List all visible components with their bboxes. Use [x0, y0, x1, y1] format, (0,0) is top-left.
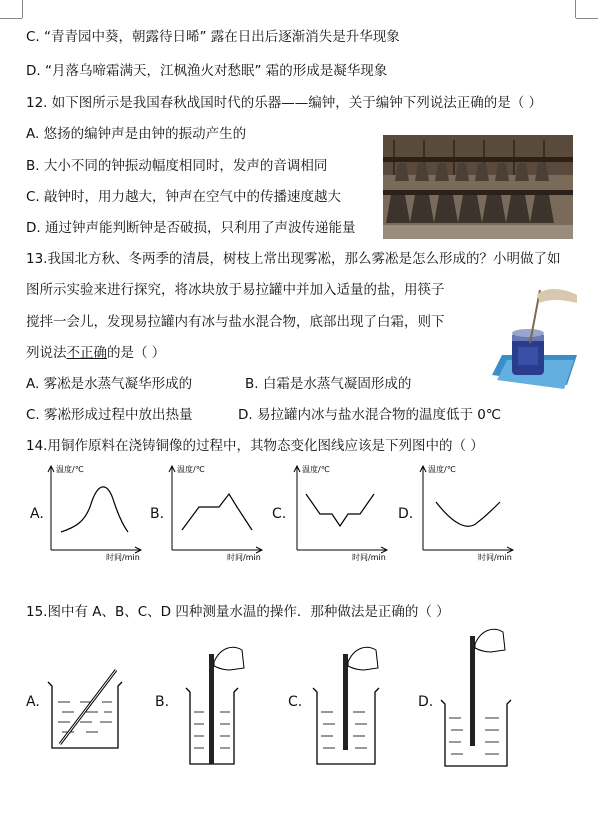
q14-graph-a	[46, 462, 146, 562]
q13-stem-line4	[26, 344, 165, 362]
q13-option-c: C. 雾凇形成过程中放出热量	[26, 407, 193, 423]
bianzhong-photo	[383, 135, 573, 239]
q14-graph-b	[167, 462, 267, 562]
q11-option-d: D. “月落乌啼霜满天，江枫渔火对愁眠” 霜的形成是凝华现象	[26, 63, 388, 79]
q12-option-b: B. 大小不同的钟振动幅度相同时，发声的音调相同	[26, 158, 328, 174]
corner-mark-left-h	[0, 18, 22, 19]
q14-graph-a-curve	[61, 487, 128, 532]
q14-stem: 14.用铜作原料在浇铸铜像的过程中，其物态变化图线应该是下列图中的（ ）	[26, 438, 484, 454]
q12-option-d: D. 通过钟声能判断钟是否破损，只利用了声波传递能量	[26, 220, 356, 236]
q15-beaker-c	[305, 640, 385, 770]
q12-stem: 12. 如下图所示是我国春秋战国时代的乐器——编钟，关于编钟下列说法正确的是（ ）	[26, 95, 543, 111]
q13-stem-line3: 搅拌一会儿，发现易拉罐内有冰与盐水混合物，底部出现了白霜，则下	[26, 314, 445, 330]
q15-thermometer-c	[343, 654, 348, 750]
q14-graph-d-xlabel: 时间/min	[478, 553, 512, 562]
q13-stem-underlined: 不正确	[66, 345, 107, 361]
corner-mark-left	[22, 0, 23, 18]
q15-beaker-a	[40, 660, 130, 755]
q13-stem-pre: 列说法	[26, 345, 67, 361]
q14-graph-a-xlabel: 时间/min	[106, 553, 140, 562]
q13-option-a: A. 雾凇是水蒸气凝华形成的	[26, 376, 193, 392]
q14-graph-c-letter: C.	[272, 506, 287, 522]
q13-stem-line2: 图所示实验来进行探究，将冰块放于易拉罐中并加入适量的盐，用筷子	[26, 282, 445, 298]
q14-graph-c-curve	[306, 494, 374, 526]
q15-letter-b: B.	[155, 694, 170, 710]
can-experiment-photo	[482, 285, 582, 395]
q14-graph-c-xlabel: 时间/min	[352, 553, 386, 562]
q15-beaker-b	[172, 640, 252, 770]
q14-graph-c	[292, 462, 392, 562]
q14-graph-a-letter: A.	[30, 506, 44, 522]
q15-letter-a: A.	[26, 694, 40, 710]
q14-graph-d-ylabel: 温度/℃	[428, 465, 456, 474]
q14-graph-d-letter: D.	[398, 506, 414, 522]
q14-graph-d	[418, 462, 518, 562]
q15-letter-d: D.	[418, 694, 434, 710]
q11-option-c: C. “青青园中葵，朝露待日晞” 露在日出后逐渐消失是升华现象	[26, 29, 400, 45]
q13-stem-post: 的是（ ）	[107, 345, 166, 361]
q15-stem: 15.图中有 A、B、C、D 四种测量水温的操作．那种做法是正确的（ ）	[26, 604, 450, 620]
q14-graph-b-xlabel: 时间/min	[227, 553, 261, 562]
corner-mark-right-h	[576, 18, 598, 19]
q14-graph-a-ylabel: 温度/℃	[56, 465, 84, 474]
q15-thermometer-d	[470, 636, 475, 746]
q13-option-d: D. 易拉罐内冰与盐水混合物的温度低于 0℃	[238, 407, 502, 423]
q15-beaker-d	[437, 628, 517, 770]
q14-graph-b-letter: B.	[150, 506, 165, 522]
q14-graph-c-ylabel: 温度/℃	[302, 465, 330, 474]
q12-option-c: C. 敲钟时，用力越大，钟声在空气中的传播速度越大	[26, 189, 342, 205]
q14-graph-d-curve	[436, 502, 500, 526]
q14-graph-b-ylabel: 温度/℃	[177, 465, 205, 474]
corner-mark-right	[575, 0, 576, 18]
q13-option-b: B. 白霜是水蒸气凝固形成的	[245, 376, 412, 392]
q15-letter-c: C.	[288, 694, 303, 710]
q12-option-a: A. 悠扬的编钟声是由钟的振动产生的	[26, 126, 247, 142]
q13-stem-line1: 13.我国北方秋、冬两季的清晨，树枝上常出现雾凇，那么雾凇是怎么形成的？小明做了如	[26, 251, 561, 267]
q14-graph-b-curve	[182, 494, 252, 530]
q15-thermometer-b	[209, 654, 214, 764]
